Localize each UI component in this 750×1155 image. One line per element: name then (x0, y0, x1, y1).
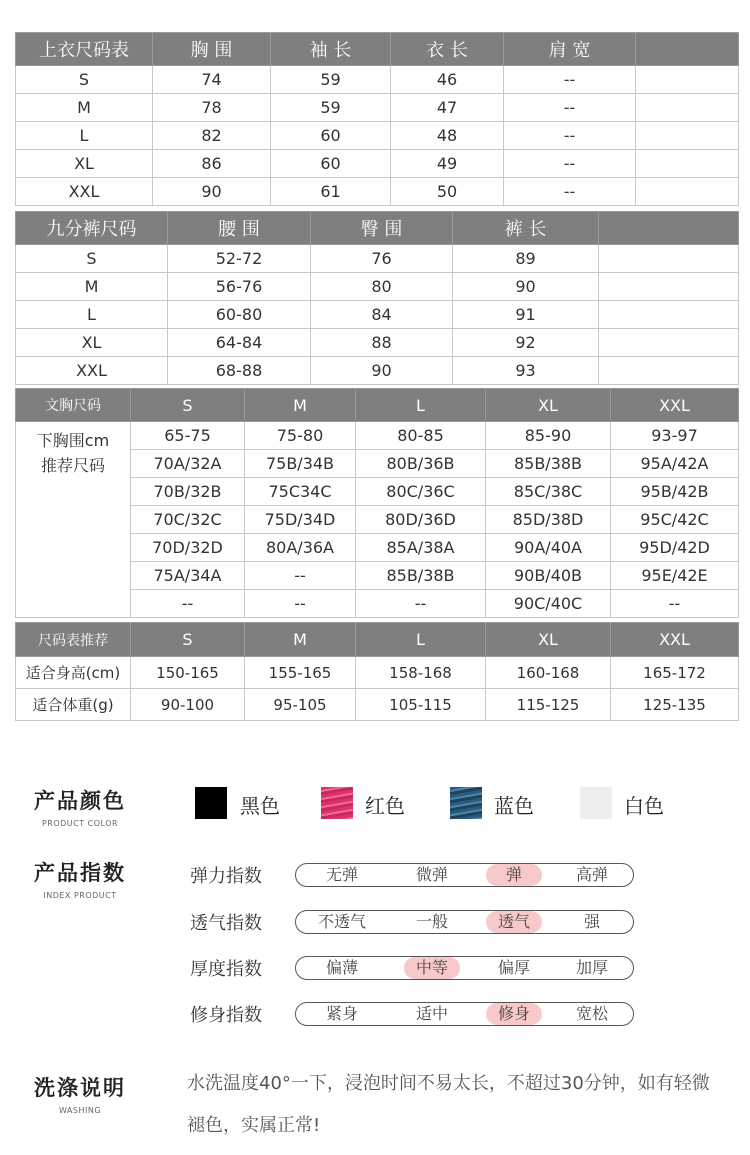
table-cell: 47 (391, 94, 504, 122)
index-option: 不透气 (317, 912, 366, 931)
index-option: 高弹 (575, 865, 608, 884)
table-cell: 75-80 (245, 422, 356, 450)
table-row (16, 689, 739, 721)
header-cell: 九分裤尺码 (16, 212, 168, 245)
table-row (16, 122, 739, 150)
header-cell: 袖 长 (271, 33, 391, 66)
table-header-row (16, 623, 739, 657)
header-cell: 腰 围 (168, 212, 311, 245)
index-option-selected: 弹 (486, 864, 542, 886)
table-row (16, 329, 739, 357)
header-cell: XL (486, 623, 611, 657)
table-cell (636, 66, 739, 94)
header-cell: 上衣尺码表 (16, 33, 153, 66)
pants-size-table (15, 211, 739, 385)
side-label-line: 下胸围cm (36, 431, 110, 450)
table-cell: 85D/38D (486, 506, 611, 534)
table-cell: 70D/32D (131, 534, 245, 562)
table-cell: 85A/38A (356, 534, 486, 562)
table-cell: -- (504, 150, 636, 178)
index-scale (295, 863, 634, 887)
colors-section-title (25, 785, 135, 828)
table-cell: 93-97 (611, 422, 739, 450)
table-cell: XL (16, 150, 153, 178)
index-option: 适中 (415, 1004, 448, 1023)
table-cell: 95A/42A (611, 450, 739, 478)
table-cell: 95D/42D (611, 534, 739, 562)
table-row (16, 422, 739, 450)
header-cell: M (245, 623, 356, 657)
table-cell (636, 94, 739, 122)
table-cell: -- (504, 178, 636, 206)
table-cell (636, 178, 739, 206)
table-cell: 70B/32B (131, 478, 245, 506)
swatch-label: 黑色 (240, 794, 280, 818)
table-cell: S (16, 245, 168, 273)
table-cell: 93 (453, 357, 599, 385)
table-cell: 150-165 (131, 657, 245, 689)
table-cell: 86 (153, 150, 271, 178)
table-cell: 适合身高(cm) (16, 657, 131, 689)
index-option: 偏薄 (325, 958, 358, 977)
header-cell: 胸 围 (153, 33, 271, 66)
washing-text: 水洗温度40°一下，浸泡时间不易太长，不超过30分钟，如有轻微褪色，实属正常! (187, 1073, 710, 1136)
table-cell: -- (131, 590, 245, 618)
index-label: 透气指数 (190, 913, 262, 934)
table-cell: 90C/40C (486, 590, 611, 618)
table-cell: 90 (453, 273, 599, 301)
table-row (16, 178, 739, 206)
table-row (16, 301, 739, 329)
table-cell: 80D/36D (356, 506, 486, 534)
table-cell (599, 357, 739, 385)
index-option: 偏厚 (497, 958, 530, 977)
section-title-cn: 洗涤说明 (34, 1076, 126, 1100)
header-cell (636, 33, 739, 66)
table-cell: 75B/34B (245, 450, 356, 478)
index-option: 宽松 (575, 1004, 608, 1023)
table-cell: 91 (453, 301, 599, 329)
swatch-label: 白色 (624, 794, 664, 818)
header-cell: 衣 长 (391, 33, 504, 66)
table-cell (599, 329, 739, 357)
table-cell: 76 (311, 245, 453, 273)
table-cell: XXL (16, 178, 153, 206)
table-cell: -- (504, 122, 636, 150)
table-cell: 70C/32C (131, 506, 245, 534)
table-header-row (16, 212, 739, 245)
swatch-black (195, 787, 227, 819)
index-label: 厚度指数 (190, 959, 262, 980)
index-label: 修身指数 (190, 1005, 262, 1026)
table-cell: 78 (153, 94, 271, 122)
table-cell: 85C/38C (486, 478, 611, 506)
table-cell: 59 (271, 66, 391, 94)
table-cell: 92 (453, 329, 599, 357)
table-cell: -- (245, 590, 356, 618)
table-cell: L (16, 301, 168, 329)
header-cell: XL (486, 389, 611, 422)
index-option-selected: 修身 (486, 1003, 542, 1025)
section-title-cn: 产品指数 (34, 861, 126, 885)
table-cell: 60 (271, 122, 391, 150)
table-cell: 155-165 (245, 657, 356, 689)
table-cell: 90B/40B (486, 562, 611, 590)
table-cell (599, 301, 739, 329)
table-cell: 59 (271, 94, 391, 122)
table-cell: -- (504, 94, 636, 122)
table-cell: 80-85 (356, 422, 486, 450)
header-cell (599, 212, 739, 245)
table-cell (636, 150, 739, 178)
table-cell: 115-125 (486, 689, 611, 721)
table-cell: 82 (153, 122, 271, 150)
header-cell: L (356, 623, 486, 657)
header-cell: 臀 围 (311, 212, 453, 245)
swatch-red (321, 787, 353, 819)
table-cell: 75A/34A (131, 562, 245, 590)
table-cell: 46 (391, 66, 504, 94)
table-cell: 84 (311, 301, 453, 329)
table-cell: 80A/36A (245, 534, 356, 562)
table-row (16, 94, 739, 122)
table-cell: S (16, 66, 153, 94)
section-title-en: WASHING (58, 1106, 102, 1115)
table-cell: -- (356, 590, 486, 618)
washing-section-title (25, 1072, 135, 1115)
header-cell: 文胸尺码 (16, 389, 131, 422)
table-row (16, 657, 739, 689)
index-option: 强 (583, 912, 600, 931)
table-cell: 56-76 (168, 273, 311, 301)
header-cell: S (131, 623, 245, 657)
table-row (16, 357, 739, 385)
table-cell: 95-105 (245, 689, 356, 721)
table-row (16, 66, 739, 94)
table-cell: 85B/38B (486, 450, 611, 478)
index-label: 弹力指数 (190, 866, 262, 887)
table-cell: 85-90 (486, 422, 611, 450)
table-cell: 95B/42B (611, 478, 739, 506)
table-cell: -- (504, 66, 636, 94)
table-cell: 80C/36C (356, 478, 486, 506)
table-cell: XXL (16, 357, 168, 385)
table-header-row (16, 33, 739, 66)
table-cell: 90 (153, 178, 271, 206)
index-scale (295, 910, 634, 934)
table-cell: 90-100 (131, 689, 245, 721)
table-cell: 50 (391, 178, 504, 206)
table-cell: 75D/34D (245, 506, 356, 534)
recommend-size-table (15, 622, 739, 721)
header-cell: XXL (611, 623, 739, 657)
table-cell: 适合体重(g) (16, 689, 131, 721)
table-cell: M (16, 273, 168, 301)
index-option: 加厚 (575, 958, 608, 977)
table-cell: -- (611, 590, 739, 618)
header-cell: L (356, 389, 486, 422)
table-cell: 90 (311, 357, 453, 385)
table-row (16, 150, 739, 178)
header-cell: S (131, 389, 245, 422)
table-cell: 49 (391, 150, 504, 178)
table-cell (599, 273, 739, 301)
table-cell: 61 (271, 178, 391, 206)
table-cell: 52-72 (168, 245, 311, 273)
table-row (16, 273, 739, 301)
index-scale (295, 1002, 634, 1026)
table-cell: 80B/36B (356, 450, 486, 478)
table-cell: -- (245, 562, 356, 590)
index-option-selected: 中等 (404, 957, 460, 979)
table-cell: 85B/38B (356, 562, 486, 590)
table-cell: 48 (391, 122, 504, 150)
table-cell: 60 (271, 150, 391, 178)
table-cell: 64-84 (168, 329, 311, 357)
table-cell: 68-88 (168, 357, 311, 385)
table-cell: 95C/42C (611, 506, 739, 534)
table-cell: 105-115 (356, 689, 486, 721)
header-cell: 尺码表推荐 (16, 623, 131, 657)
table-cell (636, 122, 739, 150)
section-title-en: PRODUCT COLOR (41, 819, 119, 828)
table-cell: 65-75 (131, 422, 245, 450)
table-cell: 88 (311, 329, 453, 357)
header-cell: 肩 宽 (504, 33, 636, 66)
index-option: 微弹 (415, 865, 448, 884)
table-cell: 89 (453, 245, 599, 273)
table-header-row (16, 389, 739, 422)
swatch-white (580, 787, 612, 819)
table-cell: M (16, 94, 153, 122)
table-cell: 165-172 (611, 657, 739, 689)
table-cell: 158-168 (356, 657, 486, 689)
index-option: 无弹 (325, 865, 358, 884)
index-option-selected: 透气 (486, 911, 542, 933)
table-cell: L (16, 122, 153, 150)
table-row (16, 245, 739, 273)
header-cell: XXL (611, 389, 739, 422)
section-title-en: INDEX PRODUCT (43, 891, 117, 900)
table-cell: 125-135 (611, 689, 739, 721)
section-title-cn: 产品颜色 (34, 789, 126, 813)
table-cell: 80 (311, 273, 453, 301)
swatch-label: 红色 (365, 794, 405, 818)
bra-size-table (15, 388, 739, 618)
table-cell: 95E/42E (611, 562, 739, 590)
side-label-line: 推荐尺码 (40, 456, 105, 475)
header-cell: M (245, 389, 356, 422)
index-option: 一般 (415, 912, 448, 931)
index-scale (295, 956, 634, 980)
table-cell: XL (16, 329, 168, 357)
table-cell (599, 245, 739, 273)
swatch-label: 蓝色 (494, 794, 534, 818)
swatch-blue (450, 787, 482, 819)
table-cell: 60-80 (168, 301, 311, 329)
index-option: 紧身 (325, 1004, 358, 1023)
table-cell: 70A/32A (131, 450, 245, 478)
tops-size-table (15, 32, 739, 206)
header-cell: 裤 长 (453, 212, 599, 245)
table-cell: 160-168 (486, 657, 611, 689)
table-cell: 90A/40A (486, 534, 611, 562)
index-section-title (25, 857, 135, 900)
table-cell: 75C34C (245, 478, 356, 506)
bra-side-label (16, 422, 131, 618)
table-cell: 74 (153, 66, 271, 94)
